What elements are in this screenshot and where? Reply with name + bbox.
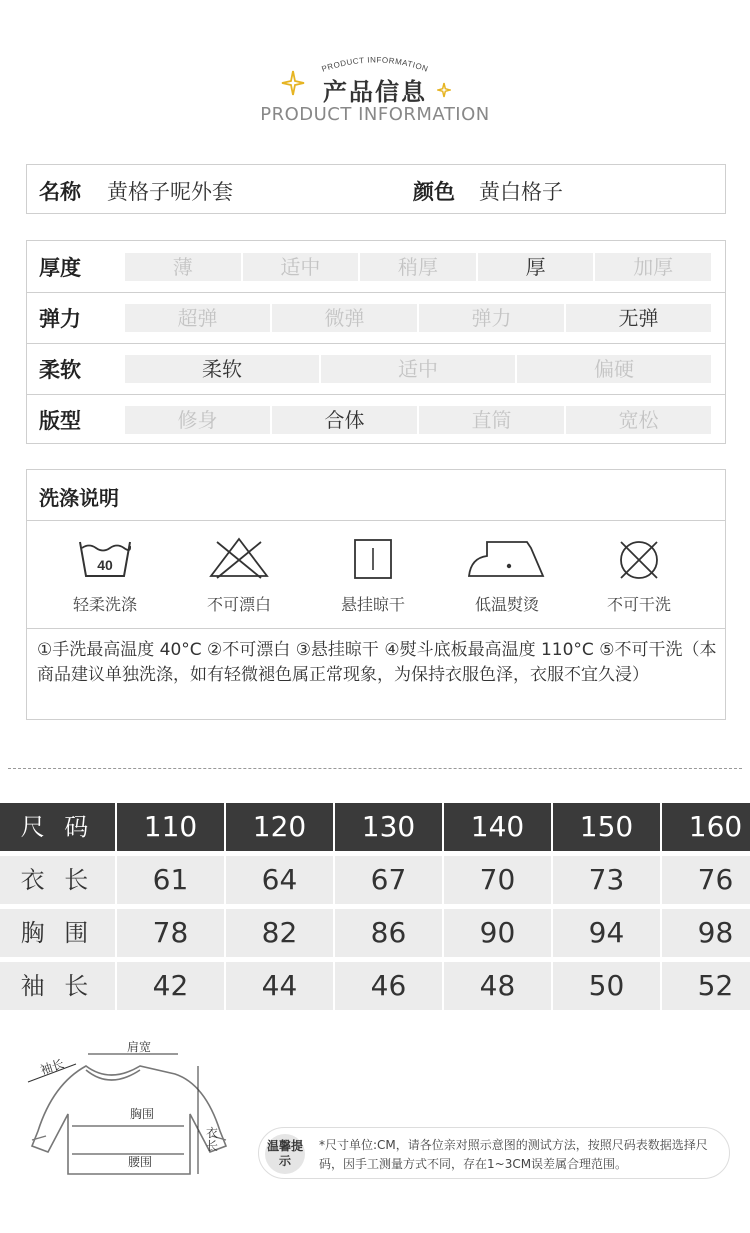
- no-dry-clean-icon: [615, 538, 663, 582]
- wash-temp: 40: [97, 557, 113, 573]
- header-title-cn: 产品信息: [323, 78, 427, 106]
- divider: [27, 343, 725, 344]
- wash-label-hang-dry: 悬挂晾干: [340, 595, 405, 614]
- wash-label-no-bleach: 不可漂白: [206, 595, 271, 614]
- low-iron-icon: [467, 538, 547, 580]
- size-value-cell: 86: [335, 909, 442, 957]
- washing-title: 洗涤说明: [39, 486, 119, 510]
- divider: [27, 292, 725, 293]
- size-value-cell: 98: [662, 909, 750, 957]
- attribute-label: 柔软: [39, 358, 81, 382]
- size-value-cell: 67: [335, 856, 442, 904]
- dashed-divider: [8, 768, 742, 769]
- size-row-label: 袖 长: [0, 962, 115, 1010]
- hang-dry-icon: [353, 538, 393, 580]
- size-header-cell: 120: [226, 803, 333, 851]
- wash-label-no-dry-clean: 不可干洗: [606, 595, 671, 614]
- tip-text: *尺寸单位:CM，请各位亲对照示意图的测试方法，按照尺码表数据选择尺码，因手工测量方式不同，存在1~3CM误差属合理范围。: [319, 1138, 708, 1171]
- diagram-length: 衣长: [206, 1126, 219, 1153]
- attribute-label: 版型: [39, 409, 81, 433]
- attribute-option: 宽松: [566, 406, 711, 434]
- attribute-option: 加厚: [595, 253, 711, 281]
- attribute-option: 修身: [125, 406, 270, 434]
- attribute-option: 直筒: [419, 406, 564, 434]
- size-value-cell: 44: [226, 962, 333, 1010]
- size-header-cell: 110: [117, 803, 224, 851]
- diagram-chest: 胸围: [130, 1107, 155, 1121]
- size-header-label: 尺 码: [0, 803, 115, 851]
- size-row-label: 衣 长: [0, 856, 115, 904]
- attribute-option: 薄: [125, 253, 241, 281]
- size-value-cell: 46: [335, 962, 442, 1010]
- name-label: 名称: [39, 180, 81, 204]
- attribute-option-selected: 厚: [478, 253, 594, 281]
- size-value-cell: 42: [117, 962, 224, 1010]
- washing-note: ①手洗最高温度 40°C ②不可漂白 ③悬挂晾干 ④熨斗底板最高温度 110°C ⑤不可干洗（本商品建议单独洗涤，如有轻微褪色属正常现象，为保持衣服色泽，衣服不宜久浸）: [37, 640, 717, 685]
- diagram-shoulder: 肩宽: [127, 1040, 152, 1054]
- wash-label-low-iron: 低温熨烫: [474, 595, 539, 614]
- size-value-cell: 70: [444, 856, 551, 904]
- size-value-cell: 64: [226, 856, 333, 904]
- diagram-sleeve: 袖长: [38, 1056, 66, 1078]
- attributes-box: [26, 240, 726, 444]
- size-value-cell: 52: [662, 962, 750, 1010]
- attribute-option: 适中: [243, 253, 359, 281]
- size-value-cell: 90: [444, 909, 551, 957]
- size-value-cell: 94: [553, 909, 660, 957]
- size-value-cell: 73: [553, 856, 660, 904]
- attribute-option: 偏硬: [517, 355, 711, 383]
- size-value-cell: 76: [662, 856, 750, 904]
- tip-box: [258, 1127, 730, 1179]
- washing-box: [26, 469, 726, 720]
- size-row-label: 胸 围: [0, 909, 115, 957]
- header-arc-label: PRODUCT INFORMATION: [320, 55, 430, 74]
- divider: [27, 628, 725, 629]
- size-value-cell: 82: [226, 909, 333, 957]
- gentle-wash-40-icon: [77, 538, 133, 580]
- no-bleach-icon: [207, 536, 271, 580]
- name-value: 黄格子呢外套: [107, 180, 233, 204]
- attribute-option: 微弹: [272, 304, 417, 332]
- attribute-option-selected: 柔软: [125, 355, 319, 383]
- attribute-label: 弹力: [39, 307, 81, 331]
- size-header-cell: 160: [662, 803, 750, 851]
- size-value-cell: 78: [117, 909, 224, 957]
- attribute-option: 弹力: [419, 304, 564, 332]
- color-label: 颜色: [413, 180, 455, 204]
- divider: [27, 394, 725, 395]
- wash-label-gentle: 轻柔洗涤: [72, 595, 137, 614]
- diagram-hem: 腰围: [128, 1155, 153, 1169]
- attribute-option: 稍厚: [360, 253, 476, 281]
- attribute-option: 适中: [321, 355, 515, 383]
- color-value: 黄白格子: [479, 180, 563, 204]
- divider: [27, 520, 725, 521]
- size-value-cell: 48: [444, 962, 551, 1010]
- size-value-cell: 50: [553, 962, 660, 1010]
- size-header-cell: 140: [444, 803, 551, 851]
- size-header-cell: 150: [553, 803, 660, 851]
- attribute-option-selected: 无弹: [566, 304, 711, 332]
- attribute-option: 超弹: [125, 304, 270, 332]
- tip-badge: 温馨提示: [265, 1134, 305, 1174]
- header-title-en: PRODUCT INFORMATION: [260, 104, 490, 125]
- attribute-label: 厚度: [39, 256, 81, 280]
- size-header-cell: 130: [335, 803, 442, 851]
- size-value-cell: 61: [117, 856, 224, 904]
- attribute-option-selected: 合体: [272, 406, 417, 434]
- basic-info-box: [26, 164, 726, 214]
